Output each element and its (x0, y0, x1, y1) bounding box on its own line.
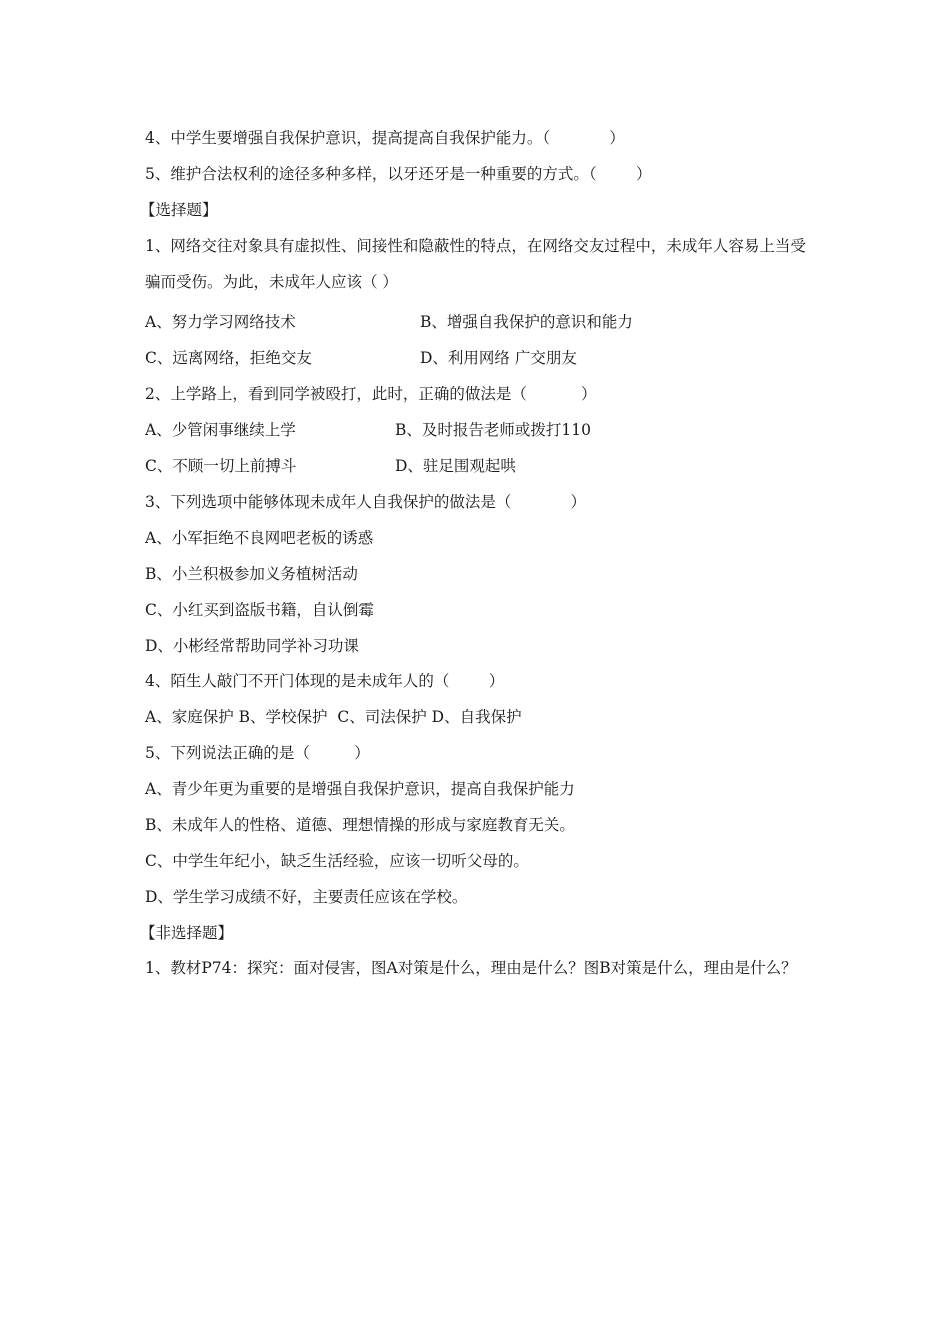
choice-q4-stem: 4、陌生人敲门不开门体现的是未成年人的（ ） (145, 672, 505, 690)
choice-q2-option-a: A、少管闲事继续上学 (145, 421, 296, 439)
choice-q1-stem: 1、网络交往对象具有虚拟性、间接性和隐蔽性的特点，在网络交友过程中，未成年人容易上当受骗而受伤。为此，未成年人应该（ ） (145, 237, 806, 291)
choice-q4-options: A、家庭保护 B、学校保护 C、司法保护 D、自我保护 (145, 708, 522, 726)
nonchoice-q1: 1、教材P74：探究：面对侵害，图A对策是什么，理由是什么？图B对策是什么，理由是什么？ (145, 959, 797, 977)
choice-q2-option-c: C、不顾一切上前搏斗 (145, 457, 297, 475)
choice-q1-option-c: C、远离网络，拒绝交友 (145, 349, 312, 367)
nonchoice-section-heading: 【非选择题】 (140, 924, 234, 942)
choice-q2-stem: 2、上学路上，看到同学被殴打，此时，正确的做法是（ ） (145, 385, 597, 403)
choice-q5-option-a: A、青少年更为重要的是增强自我保护意识，提高自我保护能力 (145, 780, 575, 798)
choice-q3-option-c: C、小红买到盗版书籍，自认倒霉 (145, 601, 374, 619)
choice-q1-option-d: D、利用网络 广交朋友 (420, 349, 577, 367)
judgement-question-5: 5、维护合法权利的途径多种多样，以牙还牙是一种重要的方式。（ ） (145, 165, 652, 183)
choice-q5-stem: 5、下列说法正确的是（ ） (145, 744, 370, 762)
choice-q2-option-b: B、及时报告老师或拨打110 (395, 421, 591, 439)
choice-q3-option-d: D、小彬经常帮助同学补习功课 (145, 637, 359, 655)
choice-q5-option-b: B、未成年人的性格、道德、理想情操的形成与家庭教育无关。 (145, 816, 575, 834)
choice-q3-stem: 3、下列选项中能够体现未成年人自我保护的做法是（ ） (145, 493, 586, 511)
choice-section-heading: 【选择题】 (140, 201, 218, 219)
choice-q1-option-a: A、努力学习网络技术 (145, 313, 296, 331)
choice-q5-option-c: C、中学生年纪小，缺乏生活经验，应该一切听父母的。 (145, 852, 529, 870)
choice-q2-option-d: D、驻足围观起哄 (395, 457, 516, 475)
choice-q3-option-b: B、小兰积极参加义务植树活动 (145, 565, 358, 583)
choice-q5-option-d: D、学生学习成绩不好，主要责任应该在学校。 (145, 888, 468, 906)
choice-q3-option-a: A、小军拒绝不良网吧老板的诱惑 (145, 529, 374, 547)
choice-q1-option-b: B、增强自我保护的意识和能力 (420, 313, 633, 331)
judgement-question-4: 4、中学生要增强自我保护意识，提高提高自我保护能力。（ ） (145, 129, 625, 147)
